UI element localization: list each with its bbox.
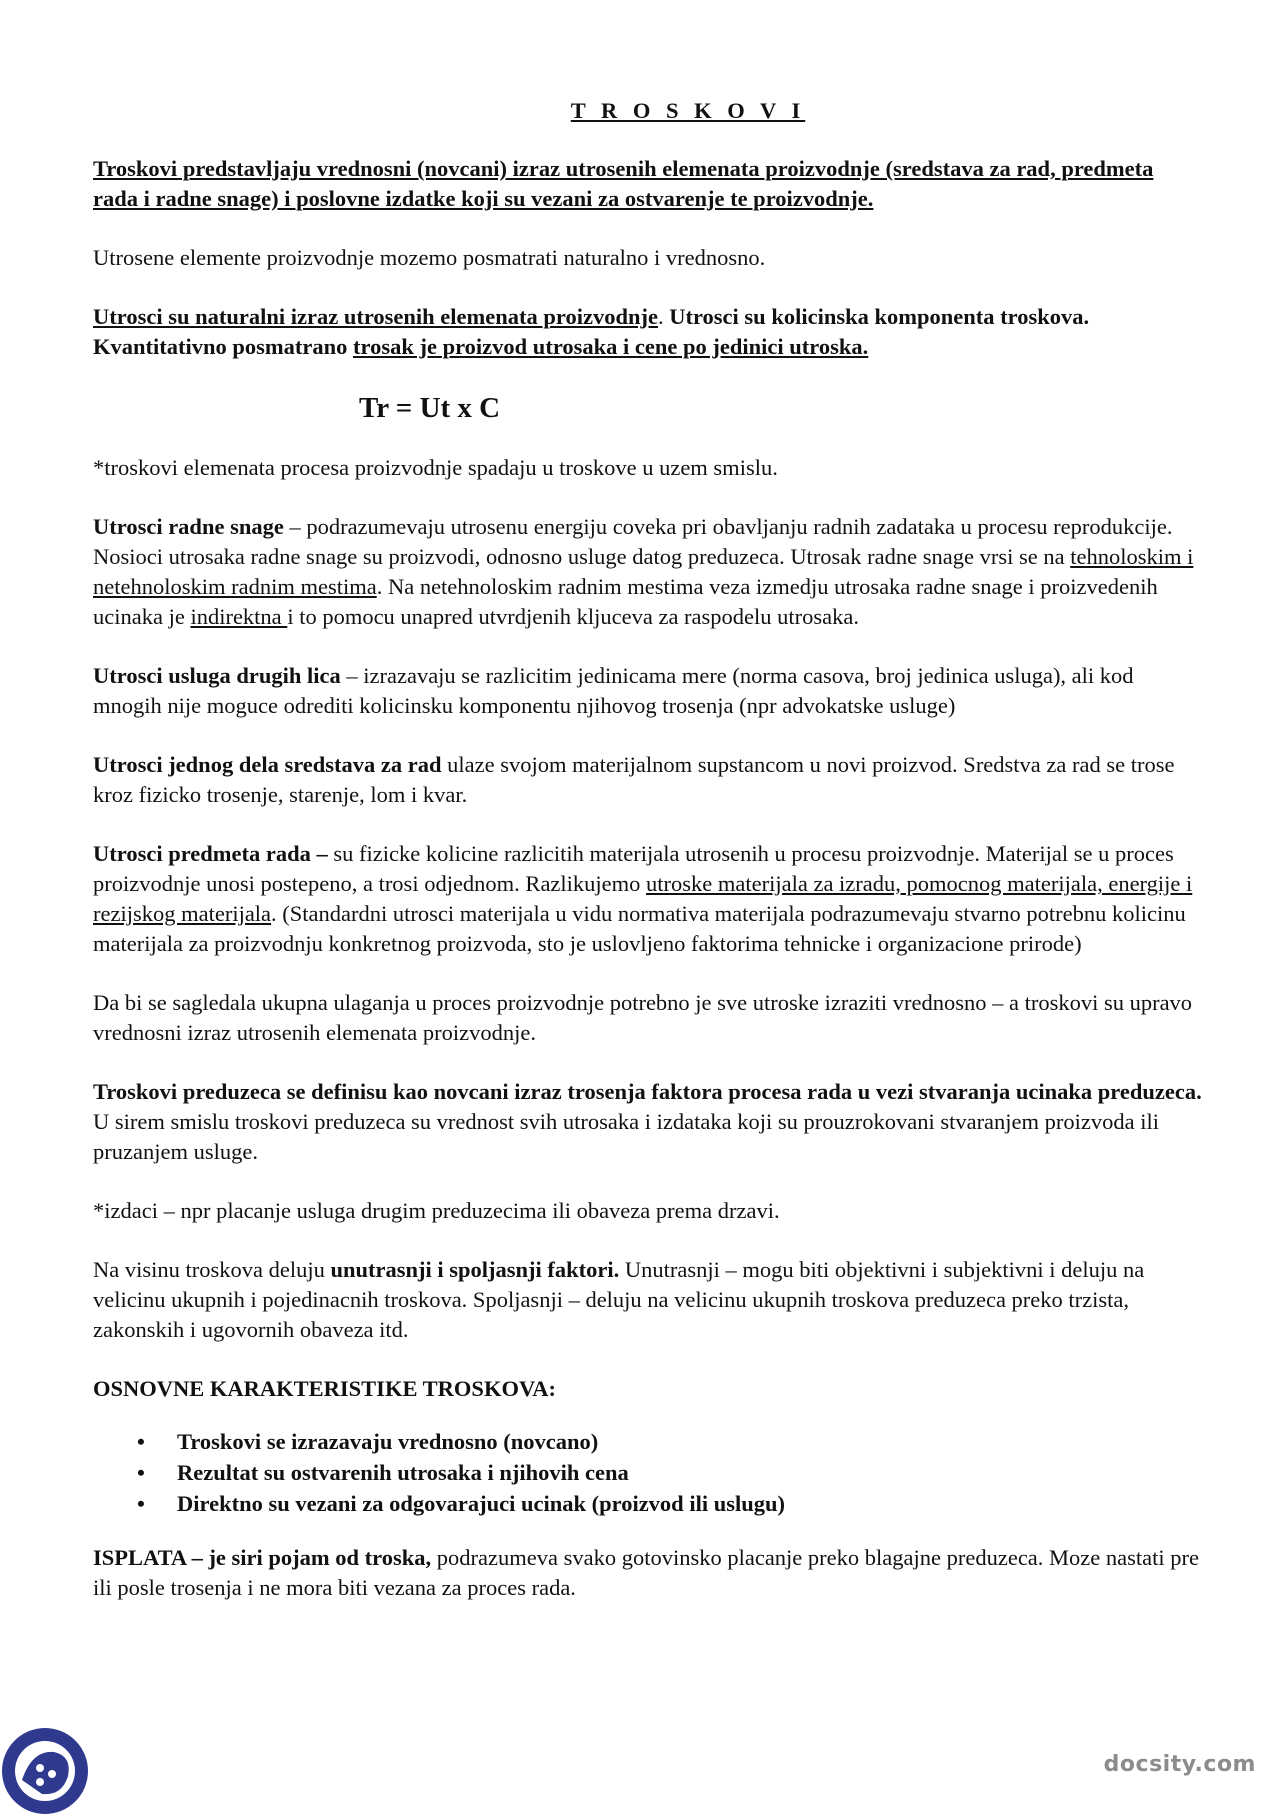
- preduzeca-paragraph: [93, 1077, 1203, 1167]
- radna-mesta-underline: tehnoloskim i netehnoloskim radnim mestima: [93, 544, 1194, 599]
- intro-paragraph: [93, 154, 1203, 214]
- observe-paragraph: Utrosene elemente proizvodnje mozemo posmatrati naturalno i vrednosno.: [93, 245, 766, 270]
- radne-snage-text-3: i to pomocu unapred utvrdjenih kljuceva za raspodelu utrosaka.: [287, 604, 860, 629]
- bullet-icon: •: [137, 1460, 145, 1485]
- radne-snage-text-2: . Na netehnoloskim radnim mestima veza izmedju utrosaka radne snage i proizvedenih ucinaka je: [93, 574, 1158, 629]
- note-uzem-smislu: *troskovi elemenata procesa proizvodnje spadaju u troskove u uzem smislu.: [93, 455, 778, 480]
- intro-definition: Troskovi predstavljaju vrednosni (novcani) izraz utrosenih elemenata proizvodnje (sredstava za rad, predmeta rada i radne snage) i poslovne izdatke koji su vezani za ostvarenje te proizvodnje.: [93, 156, 1154, 211]
- list-item-text: Direktno su vezani za odgovarajuci ucinak (proizvod ili uslugu): [177, 1491, 785, 1516]
- sredstva-paragraph: [93, 750, 1203, 810]
- predmeta-text-1: su fizicke kolicine razlicitih materijala utrosenih u procesu proizvodnje. Materijal se u proces proizvodnje unosi postepeno, a trosi odjednom. Razlikujemo: [93, 841, 1174, 896]
- faktori-text-2: Unutrasnji – mogu biti objektivni i subjektivni i deluju na velicinu ukupnih i pojedinacnih troskova. Spoljasnji – deluju na velicinu ukupnih troskova preduzeca preko trzista, zakonskih i ugovornih obaveza itd.: [93, 1257, 1145, 1342]
- docsity-logo-shape: [2, 1728, 88, 1814]
- utrosci-component: Utrosci su kolicinska komponenta troskova. Kvantitativno posmatrano: [93, 304, 1090, 359]
- radne-snage-text-1: – podrazumevaju utrosenu energiju coveka pri obavljanju radnih zadataka u procesu reprodukcije. Nosioci utrosaka radne snage su proizvodi, odnosno usluge datog preduzeca. Utrosak radne snage vrsi se na: [93, 514, 1173, 569]
- predmeta-lead: Utrosci predmeta rada –: [93, 841, 328, 866]
- preduzeca-text: U sirem smislu troskovi preduzeca su vrednost svih utrosaka i izdataka koji su prouzrokovani stvaranjem proizvoda ili pruzanjem usluge.: [93, 1109, 1160, 1164]
- utrosci-definition: Utrosci su naturalni izraz utrosenih elemenata proizvodnje: [93, 304, 658, 329]
- isplata-text: podrazumeva svako gotovinsko placanje preko blagajne preduzeca. Moze nastati pre ili posle trosenja i ne mora biti vezana za proces rada.: [93, 1545, 1199, 1600]
- cost-formula: Tr = Ut x C: [359, 392, 501, 424]
- preduzeca-lead: Troskovi preduzeca se definisu kao novcani izraz trosenja faktora procesa rada u vezi stvaranja ucinaka preduzeca.: [93, 1079, 1202, 1104]
- list-item: [137, 1426, 1203, 1457]
- sredstva-text: ulaze svojom materijalnom supstancom u novi proizvod. Sredstva za rad se trose kroz fizicko trosenje, starenje, lom i kvar.: [93, 752, 1175, 807]
- utrosci-paragraph: [93, 302, 1203, 362]
- usluge-paragraph: [93, 661, 1203, 721]
- indirektna-underline: indirektna: [190, 604, 288, 629]
- list-item-text: Rezultat su ostvarenih utrosaka i njihovih cena: [177, 1460, 629, 1485]
- document-page: [93, 96, 1203, 1632]
- materijali-underline: utroske materijala za izradu, pomocnog materijala, energije i rezijskog materijala: [93, 871, 1193, 926]
- characteristics-heading: OSNOVNE KARAKTERISTIKE TROSKOVA:: [93, 1376, 557, 1401]
- utrosci-period: .: [657, 304, 664, 329]
- list-item: [137, 1488, 1203, 1519]
- usluge-text: – izrazavaju se razlicitim jedinicama mere (norma casova, broj jedinica usluga), ali kod mnogih nije moguce odrediti kolicinsku komponentu njihovog trosenja (npr advokatske usluge): [93, 663, 1134, 718]
- faktori-text-1: Na visinu troskova deluju: [93, 1257, 331, 1282]
- radne-snage-lead: Utrosci radne snage: [93, 514, 284, 539]
- list-item-text: Troskovi se izrazavaju vrednosno (novcano): [177, 1429, 599, 1454]
- sredstva-lead: Utrosci jednog dela sredstava za rad: [93, 752, 442, 777]
- radne-snage-paragraph: [93, 512, 1203, 632]
- bullet-icon: •: [137, 1491, 145, 1516]
- document-title: T R O S K O V I: [570, 98, 806, 123]
- trosak-definition: trosak je proizvod utrosaka i cene po jedinici utroska.: [353, 334, 869, 359]
- isplata-paragraph: [93, 1543, 1203, 1603]
- characteristics-list: [93, 1426, 1203, 1519]
- faktori-paragraph: [93, 1255, 1203, 1345]
- ulaganja-paragraph: Da bi se sagledala ukupna ulaganja u proces proizvodnje potrebno je sve utroske izraziti vrednosno – a troskovi su upravo vrednosni izraz utrosenih elemenata proizvodnje.: [93, 990, 1193, 1045]
- docsity-watermark[interactable]: docsity.com: [1103, 1752, 1256, 1777]
- faktori-bold: unutrasnji i spoljasnji faktori.: [330, 1257, 620, 1282]
- isplata-lead: ISPLATA – je siri pojam od troska,: [93, 1545, 432, 1570]
- predmeta-text-2: . (Standardni utrosci materijala u vidu normativa materijala podrazumevaju stvarno potrebnu kolicinu materijala za proizvodnju konkretnog proizvoda, sto je uslovljeno faktorima tehnicke i organizacione prirode): [93, 901, 1186, 956]
- bullet-icon: •: [137, 1429, 145, 1454]
- predmeta-paragraph: [93, 839, 1203, 959]
- note-izdaci: *izdaci – npr placanje usluga drugim preduzecima ili obaveza prema drzavi.: [93, 1198, 780, 1223]
- usluge-lead: Utrosci usluga drugih lica: [93, 663, 341, 688]
- list-item: [137, 1457, 1203, 1488]
- docsity-logo-icon[interactable]: [2, 1728, 88, 1814]
